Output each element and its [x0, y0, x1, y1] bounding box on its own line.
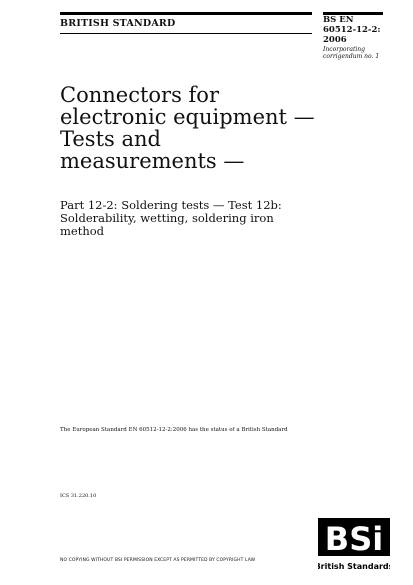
corrigendum-note: Incorporating corrigendum no. 1 [323, 46, 380, 60]
standard-number: BS EN 60512-12-2: 2006 [323, 15, 381, 45]
status-statement: The European Standard EN 60512-12-2:2006 has the status of a British Standard [60, 427, 288, 433]
ics-code: ICS 31.220.10 [60, 493, 97, 499]
standard-number-block [323, 15, 383, 60]
document-title: Connectors for electronic equipment — Tests and measurements — [60, 83, 315, 173]
bsi-logo-mark: BSi [324, 520, 384, 558]
publisher-label: BRITISH STANDARD [60, 18, 176, 29]
header-rule-left-bottom [60, 33, 312, 34]
document-subtitle: Part 12-2: Soldering tests — Test 12b: Solderability, wetting, soldering iron method [60, 198, 282, 238]
bsi-logo [318, 516, 390, 572]
header-rule-left [60, 12, 312, 15]
copyright-notice: NO COPYING WITHOUT BSI PERMISSION EXCEPT AS PERMITTED BY COPYRIGHT LAW [60, 558, 256, 563]
bsi-logo-caption: British Standards [318, 562, 390, 571]
